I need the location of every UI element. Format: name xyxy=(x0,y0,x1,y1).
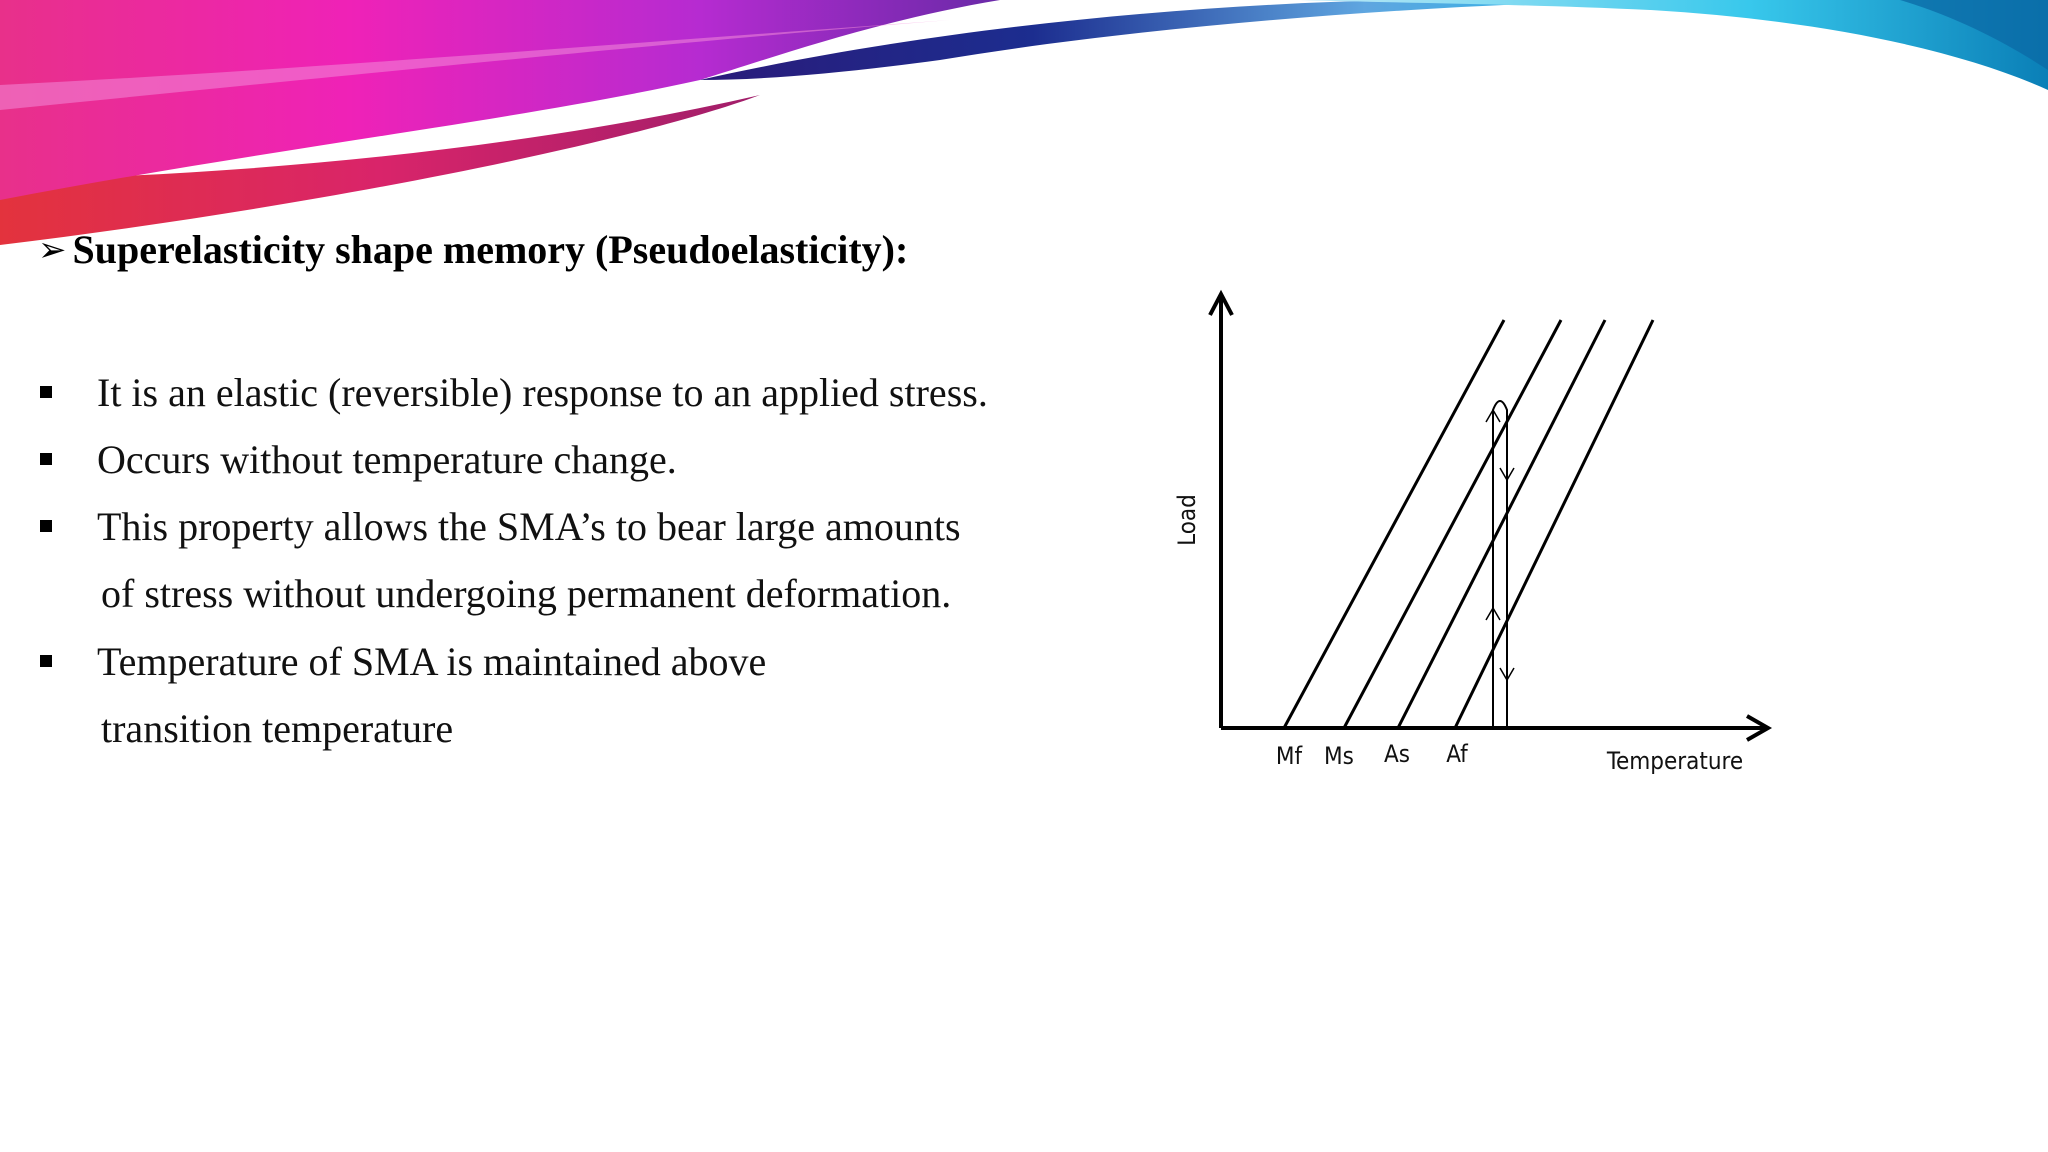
x-axis-label: Temperature xyxy=(1606,747,1744,775)
bullet-square-icon xyxy=(40,655,52,667)
bullet-4-line-2: transition temperature xyxy=(101,706,454,751)
bullet-square-icon xyxy=(40,520,52,532)
tick-label-as: As xyxy=(1383,740,1411,768)
series-line-mf xyxy=(1284,320,1504,728)
bullet-1-line-1: It is an elastic (reversible) response to an applied stress. xyxy=(97,370,988,415)
bullet-square-icon xyxy=(40,386,52,398)
banner-decoration xyxy=(0,0,2048,260)
series-line-as xyxy=(1398,320,1605,728)
tick-label-ms: Ms xyxy=(1324,742,1354,770)
heading xyxy=(38,226,908,273)
bullet-3-line-2: of stress without undergoing permanent deformation. xyxy=(101,571,952,616)
bullet-3-line-1: This property allows the SMA’s to bear large amounts xyxy=(97,504,961,549)
load-temperature-diagram xyxy=(1165,280,1785,800)
series-line-af xyxy=(1455,320,1653,728)
y-axis-label: Load xyxy=(1173,494,1201,546)
tick-label-mf: Mf xyxy=(1275,742,1303,770)
bullet-2-line-1: Occurs without temperature change. xyxy=(97,437,677,482)
series-line-ms xyxy=(1344,320,1561,728)
arrow-bullet-icon: ➢ xyxy=(38,229,67,270)
tick-label-af: Af xyxy=(1446,740,1468,768)
load-loop-path xyxy=(1493,401,1507,728)
heading-text: Superelasticity shape memory (Pseudoelasticity): xyxy=(72,227,909,272)
bullet-4-line-1: Temperature of SMA is maintained above xyxy=(97,639,767,684)
bullet-square-icon xyxy=(40,453,52,465)
